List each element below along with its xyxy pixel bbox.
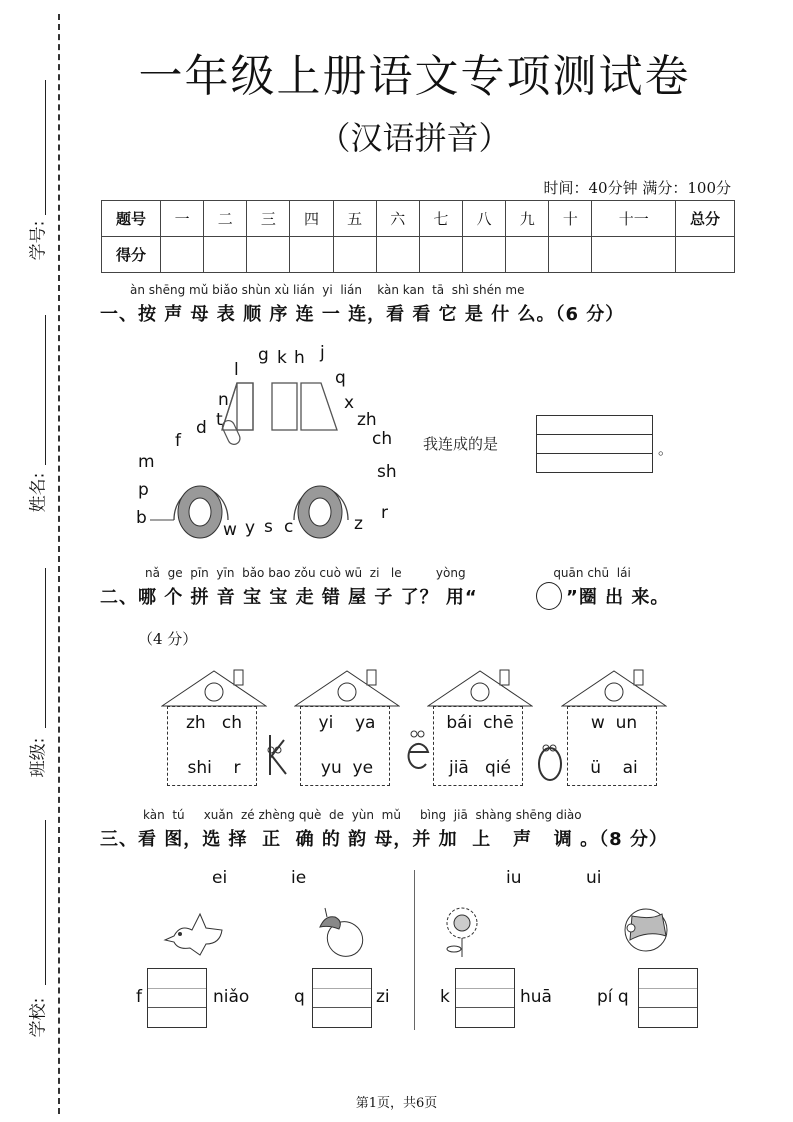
score-cell[interactable] bbox=[333, 237, 376, 273]
header-cell: 总分 bbox=[676, 201, 735, 237]
car-outline-image bbox=[130, 340, 400, 540]
section-divider bbox=[414, 870, 415, 1030]
q2-score: （4 分） bbox=[138, 630, 198, 648]
header-cell: 七 bbox=[419, 201, 462, 237]
item3-following: huā bbox=[520, 987, 552, 1007]
house-1 bbox=[161, 668, 267, 786]
score-cell[interactable] bbox=[290, 237, 333, 273]
class-line[interactable] bbox=[45, 568, 46, 728]
header-cell: 三 bbox=[247, 201, 290, 237]
letter-k-character-icon bbox=[262, 730, 292, 785]
item3-initial: k bbox=[440, 987, 450, 1007]
dot-letter: g bbox=[258, 345, 269, 365]
score-cell[interactable] bbox=[676, 237, 735, 273]
header-cell: 八 bbox=[462, 201, 505, 237]
header-cell: 九 bbox=[506, 201, 549, 237]
dot-letter: k bbox=[277, 348, 287, 368]
house-top-syllables[interactable]: w un bbox=[590, 713, 638, 733]
time-info: 时间：40分钟 满分：100分 bbox=[543, 179, 731, 197]
dot-letter: y bbox=[245, 518, 256, 538]
dot-letter: c bbox=[284, 517, 294, 537]
house-roof-icon bbox=[294, 668, 400, 708]
dot-letter: t bbox=[216, 410, 223, 430]
item1-initial: f bbox=[136, 987, 142, 1007]
dot-letter: h bbox=[294, 348, 305, 368]
score-cell[interactable] bbox=[506, 237, 549, 273]
q3-pinyin: kàn tú xuǎn zé zhèng què de yùn mǔ bìng jiā shàng shēng diào bbox=[143, 808, 582, 822]
dot-letter: j bbox=[320, 343, 325, 363]
dot-letter: ch bbox=[372, 429, 393, 449]
score-cell[interactable] bbox=[462, 237, 505, 273]
answer-writing-box[interactable] bbox=[536, 415, 653, 473]
house-3 bbox=[427, 668, 533, 786]
answer-prompt: 我连成的是 bbox=[423, 435, 499, 453]
house-roof-icon bbox=[427, 668, 533, 708]
binding-dashed-line bbox=[58, 14, 60, 1114]
dot-letter: q bbox=[335, 368, 346, 388]
bird-image bbox=[160, 910, 225, 960]
letter-e-character-icon bbox=[404, 720, 434, 780]
dot-letter: x bbox=[344, 393, 355, 413]
item2-initial: q bbox=[294, 987, 305, 1007]
q1-heading: 一、按 声 母 表 顺 序 连 一 连，看 看 它 是 什 么。（6 分） bbox=[100, 304, 625, 325]
header-cell: 十一 bbox=[592, 201, 676, 237]
house-top-syllables[interactable]: yi ya bbox=[318, 713, 376, 733]
page-subtitle: （汉语拼音） bbox=[318, 119, 511, 157]
score-cell[interactable] bbox=[376, 237, 419, 273]
dot-letter: w bbox=[223, 520, 237, 540]
letter-o-character-icon bbox=[535, 738, 565, 788]
house-bottom-syllables[interactable]: yu ye bbox=[320, 758, 374, 778]
school-label: 学校: bbox=[28, 997, 49, 1038]
item2-following: zi bbox=[376, 987, 390, 1007]
dot-letter: n bbox=[218, 390, 229, 410]
dot-letter: f bbox=[175, 431, 181, 451]
dot-letter: m bbox=[138, 452, 155, 472]
dot-letter: sh bbox=[377, 462, 397, 482]
q2-heading-part2: ”圈 出 来。 bbox=[566, 587, 670, 608]
item1-following: niǎo bbox=[213, 987, 250, 1007]
q2-pinyin: nǎ ge pīn yīn bǎo bao zǒu cuò wū zi le yòng quān chū lái bbox=[145, 566, 631, 580]
score-cell[interactable] bbox=[419, 237, 462, 273]
house-top-syllables[interactable]: zh ch bbox=[185, 713, 243, 733]
page-title: 一年级上册语文专项测试卷 bbox=[138, 51, 691, 102]
header-cell: 六 bbox=[376, 201, 419, 237]
circle-symbol-icon bbox=[536, 582, 562, 610]
score-label-cell: 得分 bbox=[102, 237, 161, 273]
score-cell[interactable] bbox=[592, 237, 676, 273]
header-cell: 一 bbox=[161, 201, 204, 237]
dot-letter: zh bbox=[357, 410, 377, 430]
house-bottom-syllables[interactable]: ü ai bbox=[590, 758, 638, 778]
name-line[interactable] bbox=[45, 315, 46, 465]
dot-letter: r bbox=[381, 503, 388, 523]
score-table bbox=[101, 200, 735, 273]
house-roof-icon bbox=[161, 668, 267, 708]
score-table-score-row bbox=[102, 237, 735, 273]
score-table-header-row bbox=[102, 201, 735, 237]
q1-pinyin: àn shēng mǔ biǎo shùn xù lián yi lián kàn kan tā shì shén me bbox=[130, 283, 525, 297]
option-iu: iu bbox=[506, 868, 522, 888]
dot-letter: b bbox=[136, 508, 147, 528]
q2-heading-part1: 二、哪 个 拼 音 宝 宝 走 错 屋 子 了？ 用“ bbox=[100, 587, 478, 608]
dot-letter: d bbox=[196, 418, 207, 438]
option-ie: ie bbox=[291, 868, 307, 888]
item4-answer-box[interactable] bbox=[638, 968, 698, 1028]
dot-letter: z bbox=[354, 514, 363, 534]
q3-heading: 三、看 图，选 择 正 确 的 韵 母，并 加 上 声 调 。（8 分） bbox=[100, 829, 668, 850]
score-cell[interactable] bbox=[204, 237, 247, 273]
house-bottom-syllables[interactable]: shi r bbox=[187, 758, 241, 778]
house-bottom-syllables[interactable]: jiā qié bbox=[448, 758, 512, 778]
item2-answer-box[interactable] bbox=[312, 968, 372, 1028]
student-number-label: 学号: bbox=[28, 220, 49, 261]
score-cell[interactable] bbox=[161, 237, 204, 273]
header-cell: 五 bbox=[333, 201, 376, 237]
answer-end-mark: 。 bbox=[658, 440, 674, 458]
header-cell: 题号 bbox=[102, 201, 161, 237]
score-cell[interactable] bbox=[549, 237, 592, 273]
ball-image bbox=[622, 906, 670, 954]
house-2 bbox=[294, 668, 400, 786]
item1-answer-box[interactable] bbox=[147, 968, 207, 1028]
name-label: 姓名: bbox=[28, 472, 49, 513]
dot-letter: s bbox=[264, 517, 273, 537]
class-label: 班级: bbox=[28, 737, 49, 778]
house-4 bbox=[561, 668, 667, 786]
sunflower-image bbox=[440, 905, 485, 960]
option-ei: ei bbox=[212, 868, 228, 888]
dot-letter: p bbox=[138, 480, 149, 500]
page-footer: 第1页，共6页 bbox=[355, 1096, 438, 1111]
score-cell[interactable] bbox=[247, 237, 290, 273]
header-cell: 十 bbox=[549, 201, 592, 237]
dot-letter: l bbox=[234, 360, 239, 380]
item4-initial: pí q bbox=[597, 987, 629, 1007]
option-ui: ui bbox=[586, 868, 602, 888]
school-line[interactable] bbox=[45, 820, 46, 985]
header-cell: 二 bbox=[204, 201, 247, 237]
item3-answer-box[interactable] bbox=[455, 968, 515, 1028]
eggplant-image bbox=[313, 905, 368, 960]
house-roof-icon bbox=[561, 668, 667, 708]
header-cell: 四 bbox=[290, 201, 333, 237]
house-top-syllables[interactable]: bái chē bbox=[446, 713, 514, 733]
